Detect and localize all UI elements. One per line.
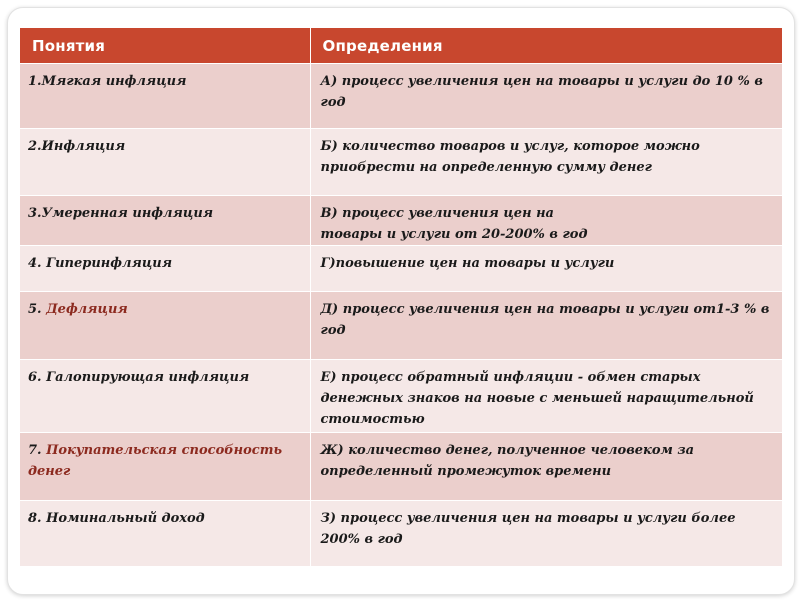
definition-cell xyxy=(310,196,782,246)
concept-cell xyxy=(20,292,310,360)
table-row xyxy=(20,433,782,501)
concept-cell xyxy=(20,129,310,196)
concept-number: 7. xyxy=(28,443,47,458)
concept-text: Номинальный доход xyxy=(46,511,205,526)
concept-text: Умеренная инфляция xyxy=(41,206,214,221)
table-row xyxy=(20,64,782,129)
concept-number: 3. xyxy=(28,206,42,221)
table-row xyxy=(20,360,782,433)
concept-cell xyxy=(20,246,310,292)
definition-cell: З) процесс увеличения цен на товары и услуги более 200% в год xyxy=(310,501,782,567)
concept-number: 6. xyxy=(28,370,47,385)
definition-cell: Б) количество товаров и услуг, которое можно приобрести на определенную сумму денег xyxy=(310,129,782,196)
concept-cell xyxy=(20,501,310,567)
definition-cell: Ж) количество денег, полученное человеком за определенный промежуток времени xyxy=(310,433,782,501)
header-definitions: Определения xyxy=(310,28,782,64)
definition-line: товары и услуги от 20-200% в год xyxy=(320,227,588,242)
concept-text: Гиперинфляция xyxy=(46,256,173,271)
table-row xyxy=(20,292,782,360)
concept-cell xyxy=(20,360,310,433)
concept-cell xyxy=(20,196,310,246)
concept-cell xyxy=(20,433,310,501)
concept-text-highlighted: Покупательская способность денег xyxy=(28,443,283,479)
concept-number: 1. xyxy=(28,74,42,89)
definition-cell: Е) процесс обратный инфляции - обмен старых денежных знаков на новые с меньшей наращительной стоимостью xyxy=(310,360,782,433)
concept-text-highlighted: Дефляция xyxy=(46,302,128,317)
concept-number: 5. xyxy=(28,302,47,317)
definition-cell: Д) процесс увеличения цен на товары и услуги от1-3 % в год xyxy=(310,292,782,360)
concept-text: Мягкая инфляция xyxy=(41,74,187,89)
header-concepts: Понятия xyxy=(20,28,310,64)
concept-number: 2. xyxy=(28,139,42,154)
table-row xyxy=(20,501,782,567)
concept-text: Инфляция xyxy=(41,139,126,154)
concept-number: 8. xyxy=(28,511,47,526)
definition-cell: Г)повышение цен на товары и услуги xyxy=(310,246,782,292)
definitions-table xyxy=(20,28,783,566)
concept-number: 4. xyxy=(28,256,47,271)
table-row xyxy=(20,246,782,292)
definition-line: В) процесс увеличения цен на xyxy=(320,206,554,221)
table-row xyxy=(20,196,782,246)
definition-cell: А) процесс увеличения цен на товары и услуги до 10 % в год xyxy=(310,64,782,129)
concept-text: Галопирующая инфляция xyxy=(46,370,250,385)
table-header-row xyxy=(20,28,782,64)
concept-cell xyxy=(20,64,310,129)
table-row xyxy=(20,129,782,196)
